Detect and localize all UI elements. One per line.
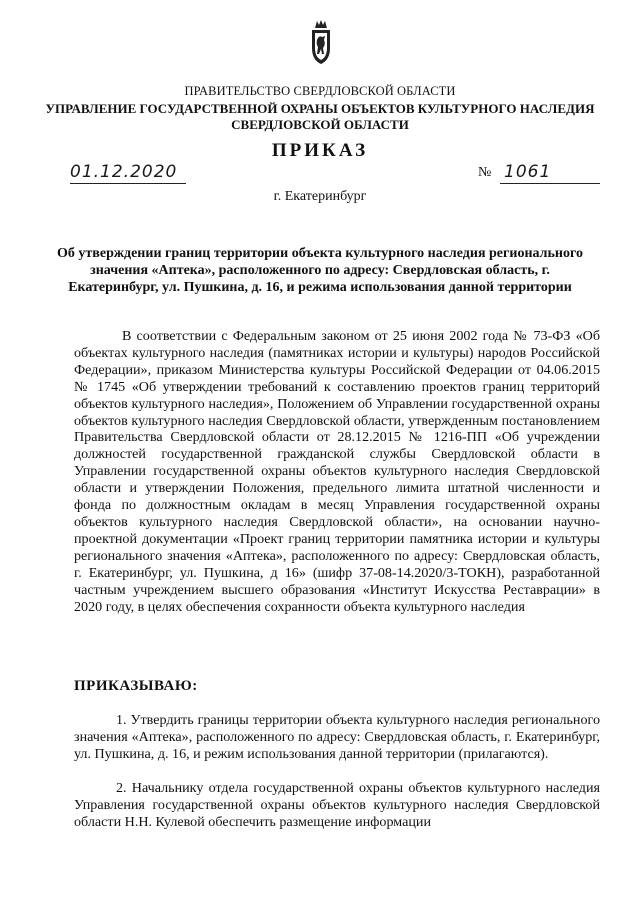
preamble — [74, 328, 600, 615]
handwritten-date: 01.12.2020 — [70, 162, 178, 182]
order-word: ПРИКАЗЫВАЮ: — [74, 678, 198, 694]
number-field — [500, 163, 600, 184]
number-label: № — [478, 165, 492, 180]
item-2-text: 2. Начальнику отдела государственной охраны объектов культурного наследия Управления государственной охраны объектов культурного наследия Свердловской области Н.Н. Кулевой обеспечить размещение информации — [74, 780, 600, 830]
coat-of-arms-icon — [306, 18, 336, 66]
handwritten-number: 1061 — [504, 162, 552, 182]
city: г. Екатеринбург — [273, 189, 367, 204]
date-field — [70, 163, 186, 184]
department-name: УПРАВЛЕНИЕ ГОСУДАРСТВЕННОЙ ОХРАНЫ ОБЪЕКТОВ КУЛЬТУРНОГО НАСЛЕДИЯ СВЕРДЛОВСКОЙ ОБЛАСТИ — [45, 101, 595, 132]
item-2 — [74, 780, 600, 831]
government-name: ПРАВИТЕЛЬСТВО СВЕРДЛОВСКОЙ ОБЛАСТИ — [184, 84, 456, 98]
item-1-text: 1. Утвердить границы территории объекта культурного наследия регионального значения «Аптека», расположенного по адресу: Свердловская область, г. Екатеринбург, ул. Пушкина, д. 16, и режим использования данной территории (прилагаются). — [74, 712, 600, 762]
preamble-text: В соответствии с Федеральным законом от 25 июня 2002 года № 73-ФЗ «Об объектах культурного наследия (памятниках истории и культуры) народов Российской Федерации», приказом Министерства культуры Российской Федерации от 04.06.2015 № 1745 «Об утверждении требований к составлению проектов границ территорий объектов культурного наследия», Положением об Управлении государственной охраны объектов культурного наследия Свердловской области, утвержденным постановлением Правительства Свердловской области от 28.12.2015 № 1216-ПП «Об учреждении должностей государственной гражданской службы Свердловской области в Управлении государственной охраны объектов культурного наследия Свердловской области и утверждении Положения, предельного лимита штатной численности и фонда по должностным окладам в месяц Управления государственной охраны объектов культурного наследия Свердловской области», на основании научно-проектной документации «Проект границ территории памятника истории и культуры регионального значения «Аптека», расположенного по адресу: Свердловская область, г. Екатеринбург, ул. Пушкина, д 16» (шифр 37-08-14.2020/3-ТОКН), разработанной частным учреждением высшего образования «Институт Искусства Реставрации» в 2020 году, в целях обеспечения сохранности объекта культурного наследия — [74, 328, 600, 615]
item-1 — [74, 712, 600, 763]
document-title: Об утверждении границ территории объекта культурного наследия регионального значения «Аптека», расположенного по адресу: Свердловская область, г. Екатеринбург, ул. Пушкина, д. 16, и режима использования данной территории — [57, 246, 583, 295]
document-type: ПРИКАЗ — [271, 140, 369, 161]
